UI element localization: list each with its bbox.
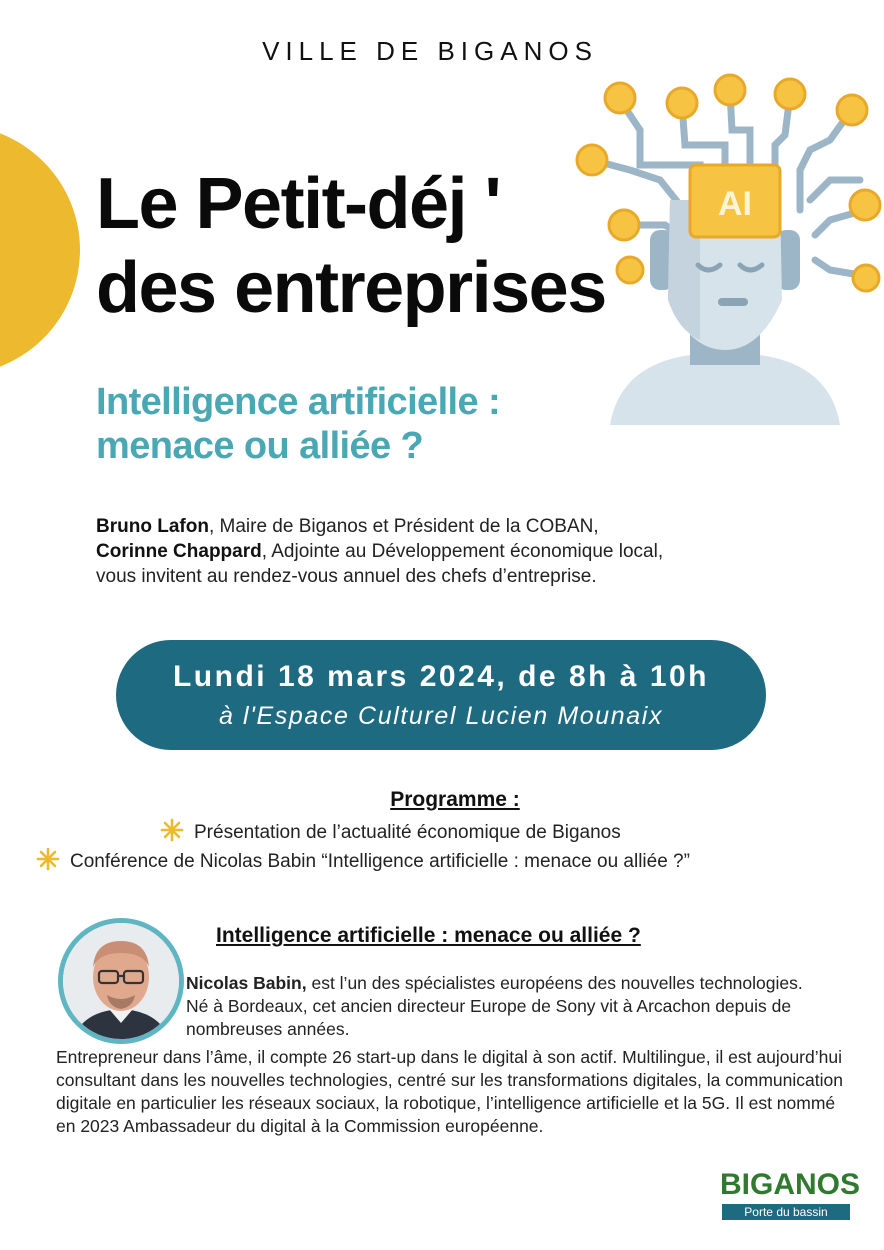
programme-title: Programme : <box>390 788 520 811</box>
logo-tagline: Porte du bassin <box>722 1204 850 1220</box>
star-bullet-icon <box>160 818 184 842</box>
host-role-1: , Maire de Biganos et Président de la COBAN, <box>208 516 599 537</box>
programme-item-2 <box>36 847 690 873</box>
speaker-bio-details: Entrepreneur dans l’âme, il compte 26 start-up dans le digital à son actif. Multilingue, il est aujourd’hui consultant dans les nouvelles technologies, centré sur les transformations digitales, la communication digitale en particulier les réseaux sociaux, la robotique, l’intelligence artificielle et la 5G. Il est nommé en 2023 Ambassadeur du digital à la Commission européenne. <box>56 1047 843 1136</box>
event-subtitle <box>96 380 656 468</box>
event-place: à l'Espace Culturel Lucien Mounaix <box>218 702 664 730</box>
speaker-photo <box>58 918 184 1044</box>
speaker-bio-intro <box>186 972 826 1041</box>
biganos-logo <box>720 1168 861 1224</box>
event-date-banner <box>116 640 766 750</box>
ai-chip-label: AI <box>718 185 752 223</box>
speaker-section-heading: Intelligence artificielle : menace ou alliée ? <box>216 924 641 947</box>
subtitle-line-1: Intelligence artificielle : <box>96 381 501 423</box>
logo-wordmark: BIGANOS <box>720 1168 861 1201</box>
star-bullet-icon <box>36 847 60 871</box>
speaker-bio-intro-text: est l’un des spécialistes européens des nouvelles technologies. Né à Bordeaux, cet ancien directeur Europe de Sony vit à Arcachon depuis de nombreuses années. <box>186 973 803 1039</box>
event-date: Lundi 18 mars 2024, de 8h à 10h <box>172 660 710 693</box>
subtitle-line-2: menace ou alliée ? <box>96 425 424 467</box>
programme-item-2-label: Conférence de Nicolas Babin “Intelligence artificielle : menace ou alliée ?” <box>70 851 690 872</box>
programme-item-1 <box>160 818 621 844</box>
host-name-2: Corinne Chappard <box>96 541 262 562</box>
yellow-circle-decoration <box>0 125 80 375</box>
invitation-line: vous invitent au rendez-vous annuel des chefs d’entreprise. <box>96 566 597 587</box>
programme-item-1-label: Présentation de l’actualité économique de Biganos <box>194 822 621 843</box>
host-name-1: Bruno Lafon <box>96 516 209 537</box>
host-role-2: , Adjointe au Développement économique local, <box>261 541 664 562</box>
invitation-text <box>96 514 856 589</box>
title-line-2: des entreprises <box>96 248 606 328</box>
title-line-1: Le Petit-déj ' <box>96 164 501 244</box>
ai-robot-head-icon <box>560 70 884 425</box>
speaker-name: Nicolas Babin, <box>186 973 307 993</box>
city-header: VILLE DE BIGANOS <box>262 36 598 66</box>
